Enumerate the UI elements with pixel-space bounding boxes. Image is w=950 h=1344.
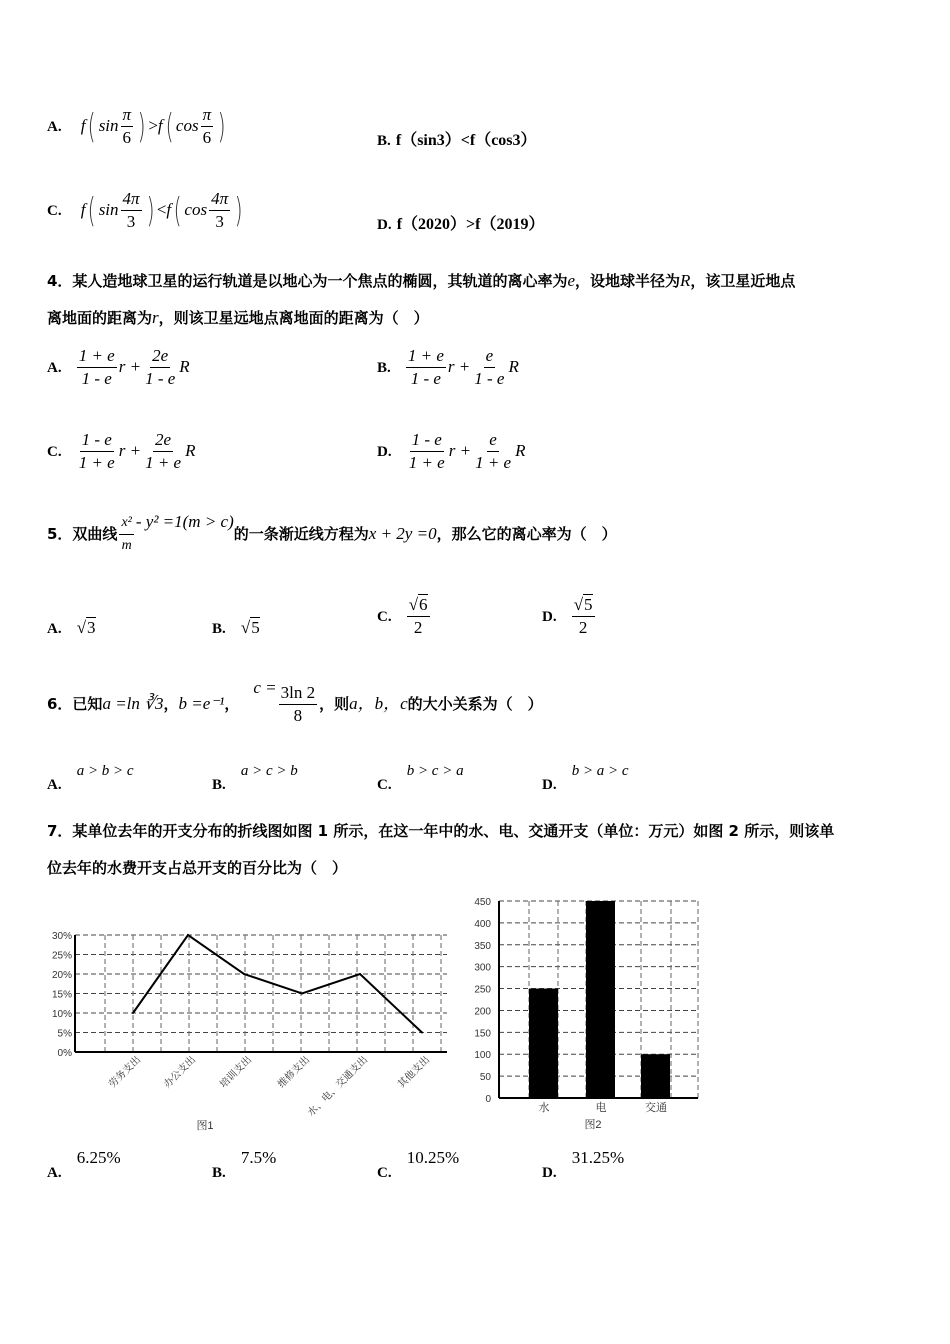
y-tick-label: 5% (57, 1028, 72, 1040)
x-tick-label: 交通 (645, 1102, 667, 1114)
q7-stem-line2: 位去年的水费开支占总开支的百分比为（ ） (47, 859, 348, 877)
q5-stem: 5．双曲线 $\frac{\text{x²}}{m}$ - y² =1(m > c)的一条渐近线方程为x + 2y =0，那么它的离心率为（ ） (47, 512, 617, 553)
data-point (359, 973, 361, 975)
y-tick-label: 30% (51, 931, 72, 942)
q4-option-c[interactable]: C. $\frac{1 - e}{1 + e}$ r + $\frac{2e}{1 + e}$ R (47, 430, 196, 472)
series-line (133, 935, 422, 1033)
q5-option-c[interactable]: C. $\frac{√6}{2}$ (377, 595, 428, 637)
q6-option-b[interactable]: B. a > c > b (212, 763, 298, 793)
x-tick-label: 劳务支出 (107, 1054, 144, 1091)
q5-option-d[interactable]: D. $\frac{√5}{2}$ (542, 595, 593, 637)
y-tick-label: 300 (474, 962, 491, 974)
data-point (421, 1032, 423, 1034)
y-tick-label: 450 (474, 897, 491, 908)
q3-option-a[interactable]: A. f( sin $\frac{\pi}{6}$ ) >f( cos $\frac{\pi}{6}$ ) (47, 105, 226, 147)
q7-option-a[interactable]: A. 6.25% (47, 1148, 121, 1181)
y-tick-label: 200 (474, 1006, 491, 1018)
x-tick-label: 维修支出 (276, 1054, 313, 1091)
y-tick-label: 20% (51, 970, 72, 981)
q7-option-d[interactable]: D. 31.25% (542, 1148, 625, 1181)
q4-option-d[interactable]: D. $\frac{1 - e}{1 + e}$ r + $\frac{e}{1 + e}$ R (377, 430, 526, 472)
q3-option-b[interactable]: B. f（sin3）<f（cos3） (377, 132, 537, 149)
q4-stem-line2: 离地面的距离为r，则该卫星远地点离地面的距离为（ ） (47, 308, 429, 327)
y-tick-label: 400 (474, 918, 491, 930)
q6-option-d[interactable]: D. b > a > c (542, 763, 629, 793)
y-tick-label: 350 (474, 940, 491, 952)
y-tick-label: 15% (51, 989, 72, 1001)
q7-option-c[interactable]: C. 10.25% (377, 1148, 460, 1181)
data-point (132, 1012, 134, 1014)
q5-option-a[interactable]: A. √3 (47, 618, 96, 637)
chart-title: 图2 (584, 1119, 602, 1131)
x-tick-label: 其他支出 (396, 1054, 433, 1091)
q3-option-c[interactable]: C. f( sin $\frac{4\pi}{3}$ ) <f( cos $\frac{4\pi}{3}$ ) (47, 189, 243, 231)
q5-option-b[interactable]: B. √5 (212, 618, 260, 637)
data-point (187, 934, 189, 936)
y-tick-label: 25% (51, 950, 72, 962)
data-point (243, 973, 245, 975)
y-tick-label: 10% (51, 1009, 72, 1020)
q7-stem-line1: 7．某单位去年的开支分布的折线图如图 1 所示，在这一年中的水、电、交通开支（单位：万元）如图 2 所示，则该单 (47, 822, 835, 840)
q7-option-b[interactable]: B. 7.5% (212, 1148, 277, 1181)
bar-交通 (641, 1054, 670, 1098)
bar-电 (586, 901, 615, 1098)
y-tick-label: 250 (474, 984, 491, 996)
q4-option-b[interactable]: B. $\frac{1 + e}{1 - e}$ r + $\frac{e}{1 - e}$ R (377, 346, 519, 388)
y-tick-label: 0% (57, 1048, 72, 1059)
y-tick-label: 50 (479, 1072, 491, 1084)
bar-水 (529, 989, 558, 1098)
x-tick-label: 办公支出 (162, 1054, 199, 1091)
q3-option-d[interactable]: D. f（2020）>f（2019） (377, 216, 545, 233)
chart-title: 图1 (196, 1120, 214, 1132)
y-tick-label: 100 (474, 1050, 491, 1062)
x-tick-label: 电 (595, 1102, 607, 1114)
x-tick-label: 水 (538, 1102, 550, 1114)
y-tick-label: 0 (485, 1094, 491, 1105)
x-tick-label: 水、电、交通支出 (305, 1054, 371, 1119)
x-tick-label: 培训支出 (218, 1054, 255, 1091)
q6-option-c[interactable]: C. b > c > a (377, 763, 464, 793)
data-point (301, 993, 303, 995)
y-tick-label: 150 (474, 1028, 491, 1040)
q4-option-a[interactable]: A. $\frac{1 + e}{1 - e}$ r + $\frac{2e}{1 - e}$ R (47, 346, 190, 388)
q6-option-a[interactable]: A. a > b > c (47, 763, 134, 793)
q4-stem-line1: 4．某人造地球卫星的运行轨道是以地心为一个焦点的椭圆，其轨道的离心率为e，设地球半径为R，该卫星近地点 (47, 271, 796, 290)
q6-stem: 6．已知a =ln ∛3，b =e⁻¹，c = $\frac{3\ln 2}{8}$ ，则a，b，c的大小关系为（ ） (47, 678, 543, 725)
